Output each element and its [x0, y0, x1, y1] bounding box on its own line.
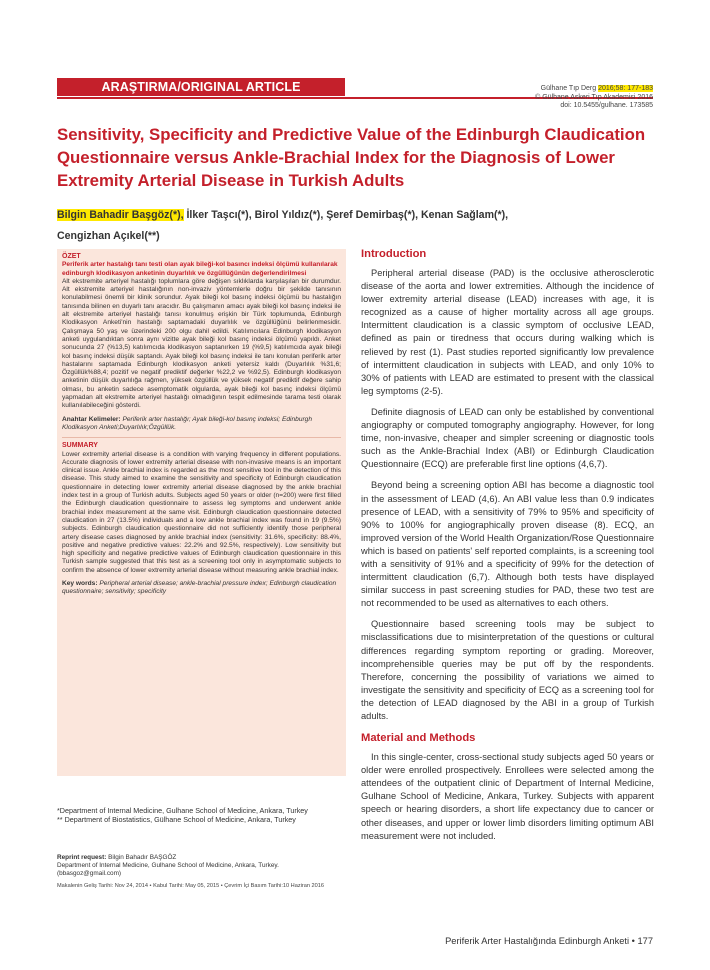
paragraph-3: Beyond being a screening option ABI has become a diagnostic tool in the assessment of LEAD (4,6). An ABI value less than 0.9 indicates presence of LEAD, with a sensitivity of 79% to 95% and specificity of 90% to 100% for angiographically proven disease (8). ECQ, an improved version of the World Health Organization/Rose Questionnaire which is based on patients' self reported complaints, is a screening tool with a sensitivity of 91% and a specificity of 99% for the detection of intermittent claudication (6,7). Although both tests have displayed similar success in past screening studies for PAD, these two test are not recommended to be used as alternatives to each others.: [361, 480, 654, 609]
body-column: [361, 247, 654, 851]
journal-ref: 2016;58: 177-183: [598, 85, 653, 92]
introduction-heading: Introduction: [361, 248, 427, 260]
key-words-text: Peripheral arterial disease; ankle-brachial pressure index; Edinburgh claudication questionnaire; sensitivity; specificity: [62, 579, 337, 596]
footnote-2: ** Department of Biostatistics, Gülhane School of Medicine, Ankara, Turkey: [57, 815, 296, 824]
copyright: © Gülhane Askeri Tıp Akademisi 2016: [535, 93, 653, 101]
footer-bullet: •: [629, 936, 638, 946]
reprint-label: Reprint request:: [57, 854, 107, 861]
paragraph-1: Peripheral arterial disease (PAD) is the occlusive atherosclerotic disease of the aorta and lower extremities. Although the incidence of lower extremity arterial disease (LEAD) increases with age, it is recognized as a cause of higher mortality across all age groups. Intermittent claudication is a classic symptom of occlusive LEAD, defined as pain or tiredness that occurs during walking which is relieved by rest (1). Past studies reported significantly low prevalence of intermittent claudication in subjects with LEAD, and only 10% to 30% of patients with LEAD are estimated to present with the classical leg symptoms (2-5).: [361, 268, 654, 396]
methods-heading: Material and Methods: [361, 732, 476, 745]
anahtar-text: Periferik arter hastalığı; Ayak bileği-kol basınç indeksi; Edinburgh Klodikasyon Anketi;Duyarlılık;Özgüllük.: [62, 415, 313, 431]
article-type-banner: ARAŞTIRMA/ORIGINAL ARTICLE: [57, 78, 345, 96]
abstract-divider: [62, 437, 341, 438]
ozet-body: Alt ekstremite arteriyel hastalığı toplumlara göre değişen sıklıklarda karşılaşılan bir durumdur. Alt ekstremite arteriyel hastalığının non-invaziv yöntemlerle doğru bir şekilde tanısının konulabilmesi önemli bir klinik sorundur. Ayak bileği kol basınç indeksi ölçümü bu hastalığın tanısında bilinen en duyarlı tanı aracıdır. Bu çalışmanın amacı ayak bileği kol basınç indeksi ile alt ekstremite arteriyel hastalığı tanısı konulmuş erişkin bir Türk toplumunda, Edinburgh Klodikasyon Anketi'nin hastalığı saptamadaki duyarlılık ve özgüllüğünü belirlenmesidir. Çalışmaya 50 yaş ve üzerindeki 200 olgu dahil edildi. Katılımcılara Edinburgh klodikasyon anketi uygulandıktan sonra aynı vizitte ayak bileği kol basınç indeksi ölçümü yapıldı. Anket sonucunda 27 (%13,5) katılımcıda klodikasyon saptanırken 19 (%9,5) katılımcıda ayak bileği kol basınç indeksi düşük saptandı. Ayak bileği kol basınç indeksi ile tanı konulan periferik arter hastalarını saptamada Edinburgh klodikasyon anketi yetersiz kaldı (Duyarlılık %31,6; Özgüllük%88,4; pozitif ve negatif prediktif değerler %22,2 ve %92,5). Edinburgh klodikasyon anketinin düşük duyarlılığa rağmen, yüksek özgüllük ve yüksek negatif prediktif değere sahip olması, bu anketin sadece asemptomatik olgularda, ayak bileği kol basınç indeksi ölçümü yapmadan alt ekstremite arteriyel hastalığı olmadığının tespit edilmesinde tarama testi olarak kullanılabileceğini gösterdi.: [62, 277, 341, 410]
reprint-email[interactable]: (bbasgoz@gmail.com): [57, 869, 122, 877]
paragraph-5: In this single-center, cross-sectional study subjects aged 50 years or older were enrolled prospectively. Enrollees were selected among the attendees of the outpatient clinic of Department of Internal Medicine, Gulhane School of Medicine, Ankara, Turkey. Subjects with apparent speech or hearing disorders, a short life expectancy due to cancer or other diseases, and upper or lower limb disorders limiting optimum ABI measurement were not included.: [361, 752, 654, 841]
reprint-name: Bilgin Bahadır BAŞGÖZ: [106, 854, 177, 861]
footnote-1: *Department of Internal Medicine, Gulhane School of Medicine, Ankara, Turkey: [57, 806, 308, 815]
author-list: [57, 205, 657, 247]
affiliation-footnotes: [57, 806, 346, 824]
summary-body: Lower extremity arterial disease is a condition with varying frequency in different populations. Accurate diagnosis of lower extremity arterial disease with non-invasive means is an important clinical issue. Ankle brachial index is regarded as the most sensitive tool in the detection of this disease. This study aimed to examine the sensitivity and specificity of Edinburgh claudication questionnaire in detecting lower extremity arterial disease diagnosed by the ankle brachial index test in a group of Turkish adults. Subjects aged 50 years or older (n=200) were first filled the Edinburgh claudication questionnaire to assess leg symptoms and underwent ankle brachial index measurement at the same visit. Edinburgh claudication questionnaire detected claudication in 27 (13.5%) individuals and a low ankle brachial index was found in 19 (9.5%) subjects. Edinburgh claudication questionnaire did not sufficiently identify those peripheral artery disease cases diagnosed by ankle brachial index (sensitivity: 31.6%, specificity: 88.4%, positive and negative predictive values: 22.2% and 92.5%, respectively). Low sensitivity but high specificity and negative predictive values of Edinburgh claudication questionnaire in this Turkish sample suggested that this test as a screening tool only in asymptomatic subjects to confirm the absence of lower extremity arterial disease without measuring ankle brachial index.: [62, 450, 341, 574]
abstract-box: [57, 249, 346, 776]
key-words: [62, 580, 341, 597]
first-author: Bilgin Bahadir Başgöz(*),: [57, 209, 184, 221]
co-authors: İlker Taşcı(*), Birol Yıldız(*), Şeref Demirbaş(*), Kenan Sağlam(*),: [183, 209, 509, 221]
running-title: Periferik Arter Hastalığında Edinburgh Anketi: [445, 936, 630, 946]
reprint-dept: Department of Internal Medicine, Gulhane School of Medicine, Ankara, Turkey.: [57, 861, 279, 869]
page-number: 177: [637, 936, 653, 946]
ozet-heading: ÖZET: [62, 253, 81, 260]
article-dates: Makalenin Geliş Tarihi: Nov 24, 2014 • Kabul Tarihi: May 05, 2015 • Çevrim İçi Basım Tarihi:10 Haziran 2016: [57, 883, 324, 889]
journal-citation: [535, 85, 653, 94]
summary-heading: SUMMARY: [62, 442, 98, 450]
page-footer: [445, 936, 653, 946]
co-authors-line2: Cengizhan Açıkel(**): [57, 230, 160, 242]
doi[interactable]: doi: 10.5455/gulhane. 173585: [560, 102, 653, 110]
anahtar-label: Anahtar Kelimeler:: [62, 415, 121, 423]
paragraph-4: Questionnaire based screening tools may be subject to misclassifications due to misinterpretation of the questions or cultural differences regarding symptom reporting or grading. Moreover, incomprehensible queries may be put off by the respondents. Therefore, concerning the possibility of variations we aimed to investigate the sensitivity and specificity of ECQ as a screening tool for the detection of LEAD diagnosed by the ABI in a group of Turkish adults.: [361, 619, 654, 721]
paragraph-2: Definite diagnosis of LEAD can only be established by conventional angiography or computed tomography angiography. However, for long time, non-invasive, cheaper and simpler screening or diagnostic tools such as the Ankle-Brachial Index (ABI) or Edinburgh Claudication Questionnaire (ECQ) are preferable first line options (4,6,7).: [361, 406, 654, 470]
article-title: Sensitivity, Specificity and Predictive Value of the Edinburgh Claudication Questionnaire versus Ankle-Brachial Index for the Diagnosis of Lower Extremity Arterial Disease in Turkish Adults: [57, 125, 646, 190]
journal-name: Gülhane Tıp Derg: [540, 85, 599, 92]
key-words-label: Key words:: [62, 579, 98, 587]
anahtar-kelimeler: [62, 416, 341, 433]
journal-info: [535, 85, 653, 111]
ozet-title: Periferik arter hastalığı tanı testi olan ayak bileği-kol basıncı indeksi ölçümü kullanılarak edinburgh klodikasyon anketinin duyarlılık ve özgüllüğünün değerlendirilmesi: [62, 261, 338, 277]
reprint-request: [57, 854, 346, 877]
